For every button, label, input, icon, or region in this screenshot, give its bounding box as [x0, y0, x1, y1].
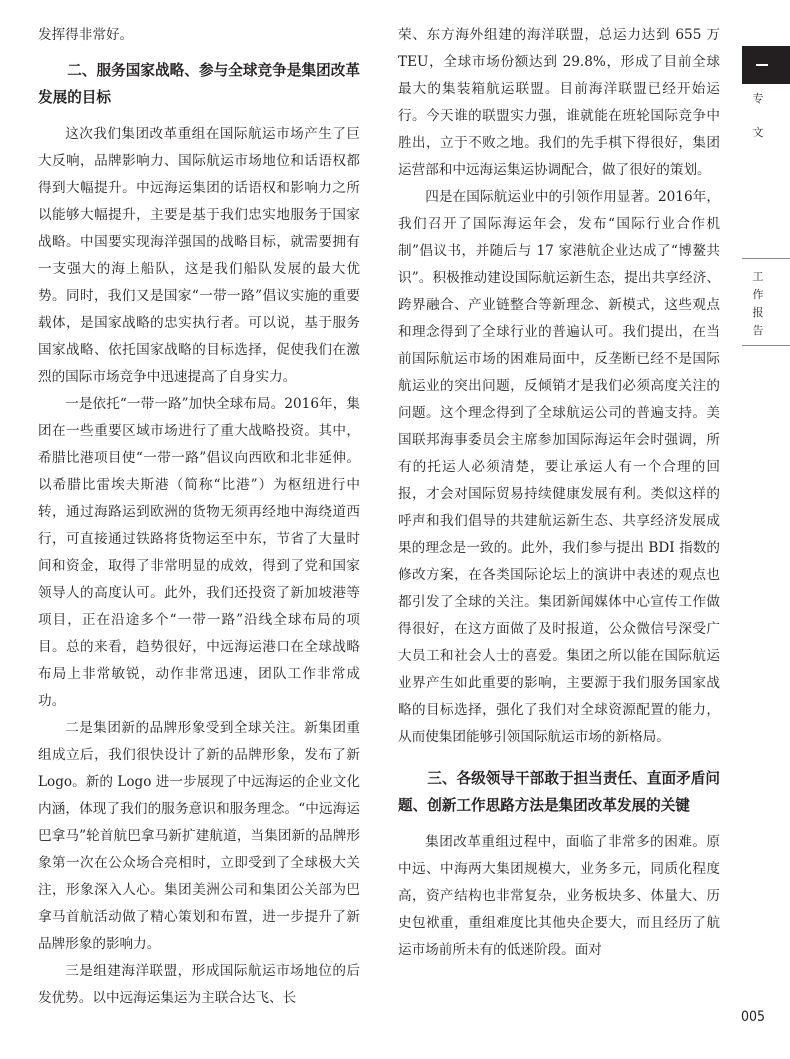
paragraph-continued: 发挥得非常好。 [38, 27, 134, 43]
sidebar-divider [742, 345, 790, 346]
paragraph-point-one: 一是依托“一带一路”加快全球布局。2016年，集团在一些重要区域市场进行了重大战略投资。其中，希腊比港项目使“一带一路”倡议向西欧和北非延伸。以希腊比雷埃夫斯港（简称“比港”）为枢纽进行中转，通过海路运到欧洲的货物无须再经地中海绕道西行，可直接通过铁路将货物运至中东，节省了大量时间和资金，取得了非常明显的成效，得到了党和国家领导人的高度认可。此外，我们还投资了新加坡港等项目，正在沿途多个“一带一路”沿线全球布局的项目。总的来看，趋势很好，中远海运港口在全球战略布局上非常敏锐，动作非常迅速，团队工作非常成功。 [38, 396, 360, 709]
sidebar-label-gao: 告 [752, 324, 764, 337]
paragraph-point-two: 二是集团新的品牌形象受到全球关注。新集团重组成立后，我们很快设计了新的品牌形象，发布了新 Logo。新的 Logo 进一步展现了中远海运的企业文化内涵，体现了我们的服务意识和服务理念。“中远海运巴拿马”轮首航巴拿马新扩建航道，当集团新的品牌形象第一次在公众场合亮相时，立即受到了全球极大关注，形象深入人心。集团美洲公司和集团公关部为巴拿马首航活动做了精心策划和布置，进一步提升了新品牌形象的影响力。 [38, 720, 360, 952]
sidebar-divider [742, 258, 790, 259]
paragraph-closing: 集团改革重组过程中，面临了非常多的困难。原中远、中海两大集团规模大，业务多元，同质化程度高，资产结构也非常复杂，业务板块多、体量大、历史包袱重，重组难度比其他央企要大，而且经历了航运市场前所未有的低迷阶段。面对 [398, 834, 720, 958]
section-heading-2: 二、服务国家战略、参与全球竞争是集团改革发展的目标 [38, 62, 360, 106]
sidebar-label-gong: 工 [752, 270, 764, 283]
sidebar-label-bao: 报 [752, 306, 764, 319]
paragraph-intro: 这次我们集团改革重组在国际航运市场产生了巨大反响，品牌影响力、国际航运市场地位和话语权都得到大幅提升。中远海运集团的话语权和影响力之所以能够大幅提升，主要是基于我们忠实地服务于国家战略。中国要实现海洋强国的战略目标，就需要拥有一支强大的海上船队，这是我们船队发展的最大优势。同时，我们又是国家“一带一路”倡议实施的重要载体，是国家战略的忠实执行者。可以说，基于服务国家战略、依托国家战略的目标选择，促使我们在激烈的国际市场竞争中迅速提高了自身实力。 [38, 126, 360, 385]
page-number: 005 [741, 1009, 766, 1025]
section-tab [742, 46, 790, 84]
sidebar-label-wen: 文 [752, 126, 764, 139]
sidebar-label-zuo: 作 [752, 288, 764, 301]
right-column [398, 22, 720, 964]
paragraph-point-three: 三是组建海洋联盟，形成国际航运市场地位的后发优势。以中远海运集运为主联合达飞、长 [38, 963, 360, 1006]
tab-mark [756, 64, 768, 66]
section-heading-3: 三、各级领导干部敢于担当责任、直面矛盾问题、创新工作思路方法是集团改革发展的关键 [398, 770, 720, 814]
paragraph-point-four: 四是在国际航运业中的引领作用显著。2016年，我们召开了国际海运年会，发布“国际行业合作机制”倡议书，并随后与 17 家港航企业达成了“博鳌共识”。积极推动建设国际航运新生态，提出共享经济、跨界融合、产业链整合等新理念、新模式，这些观点和理念得到了全球行业的普遍认可。我们提出，在当前国际航运市场的困难局面中，反垄断已经不是国际航运业的突出问题，反倾销才是我们必须高度关注的问题。这个理念得到了全球航运公司的普遍支持。美国联邦海事委员会主席参加国际海运年会时强调，所有的托运人必须清楚，要让承运人有一个合理的回报，才会对国际贸易持续健康发展有利。类似这样的呼声和我们倡导的共建航运新生态、共享经济发展成果的理念是一致的。此外，我们参与提出 BDI 指数的修改方案，在各类国际论坛上的演讲中表述的观点也都引发了全球的关注。集团新闻媒体中心宣传工作做得很好，在这方面做了及时报道，公众微信号深受广大员工和社会人士的喜爱。集团之所以能在国际航运业界产生如此重要的影响，主要源于我们服务国家战略的目标选择，强化了我们对全球资源配置的能力，从而使集团能够引领国际航运市场的新格局。 [398, 189, 720, 745]
sidebar-label-zhuan: 专 [752, 92, 764, 105]
left-column [38, 22, 360, 1012]
paragraph-point-three-continued: 荣、东方海外组建的海洋联盟，总运力达到 655 万 TEU，全球市场份额达到 29.8%，形成了目前全球最大的集装箱航运联盟。目前海洋联盟已经开始运行。今天谁的联盟实力强，谁就能在班轮国际竞争中胜出，立于不败之地。我们的先手棋下得很好，集团运营部和中远海运集运协调配合，做了很好的策划。 [398, 27, 720, 178]
